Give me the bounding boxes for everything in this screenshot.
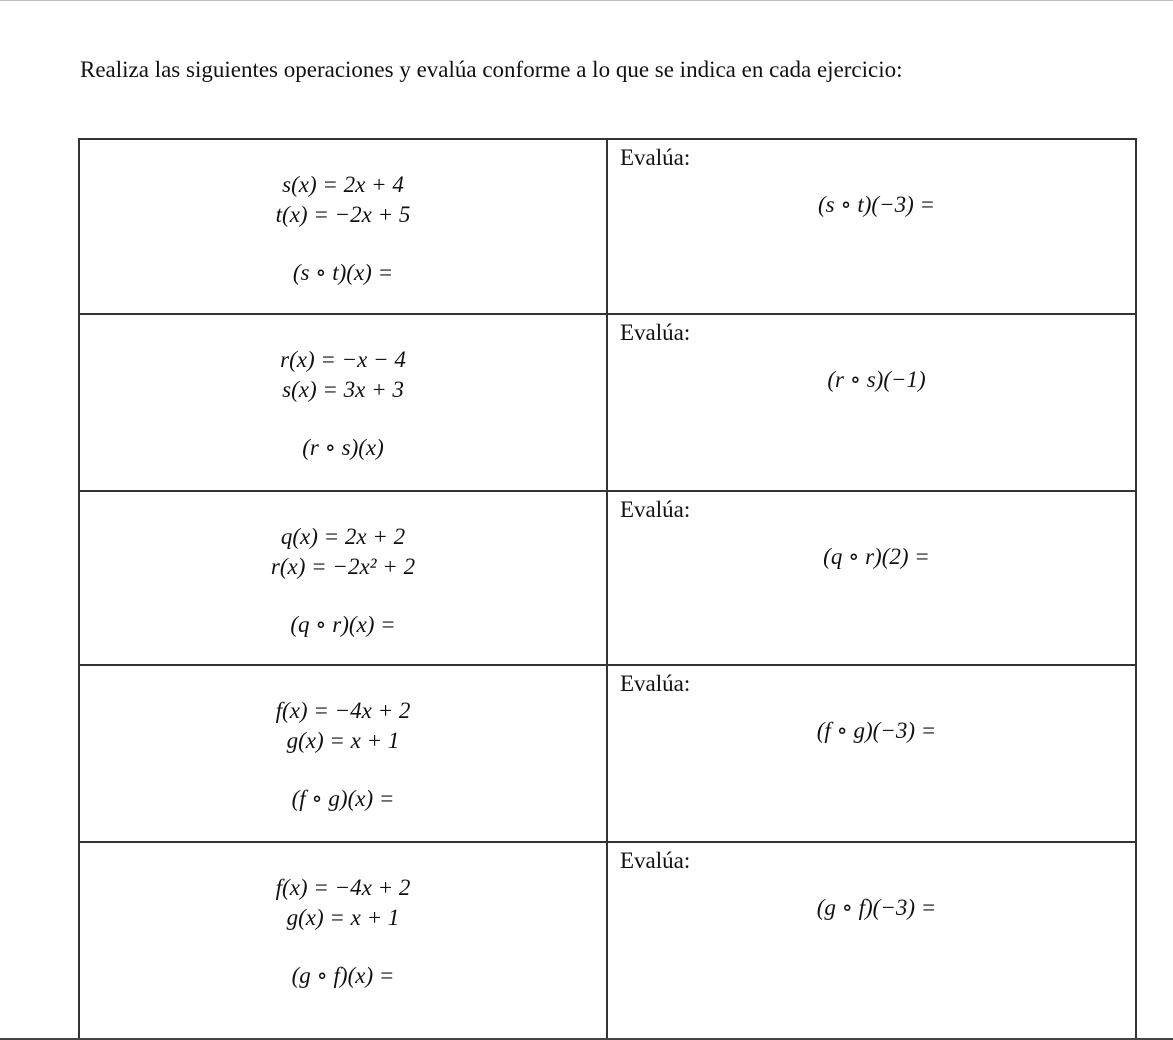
instructions-text: Realiza las siguientes operaciones y evalúa conforme a lo que se indica en cada ejercicio: [80, 57, 903, 82]
evaluate-label: Evalúa: [620, 145, 691, 170]
evaluate-expression: (g ∘ f)(−3) = [816, 895, 937, 920]
evaluate-expression: (s ∘ t)(−3) = [817, 192, 936, 217]
functions-cell [79, 842, 607, 1040]
functions-cell [79, 139, 607, 314]
evaluate-expression: (q ∘ r)(2) = [823, 544, 930, 569]
composition-expression: (f ∘ g)(x) = [291, 786, 395, 811]
evaluate-expression: (r ∘ s)(−1) [827, 367, 926, 392]
evaluate-cell [607, 665, 1136, 842]
functions-cell [79, 491, 607, 665]
composition-expression: (q ∘ r)(x) = [290, 612, 396, 637]
composition-expression: (r ∘ s)(x) [302, 435, 384, 460]
top-divider [0, 0, 1173, 1]
functions-cell [79, 314, 607, 491]
exercise-row [79, 665, 1136, 842]
function-definition: r(x) = −2x² + 2 [270, 554, 416, 579]
exercise-row [79, 139, 1136, 314]
evaluate-label: Evalúa: [620, 320, 691, 345]
evaluate-label: Evalúa: [620, 848, 691, 873]
function-definition: s(x) = 3x + 3 [282, 377, 404, 402]
exercise-row [79, 491, 1136, 665]
evaluate-label: Evalúa: [620, 671, 691, 696]
evaluate-label: Evalúa: [620, 497, 691, 522]
evaluate-cell [607, 314, 1136, 491]
evaluate-cell [607, 842, 1136, 1040]
function-definition: q(x) = 2x + 2 [280, 524, 406, 549]
evaluate-expression: (f ∘ g)(−3) = [816, 718, 937, 743]
exercise-row [79, 314, 1136, 491]
function-definition: t(x) = −2x + 5 [275, 202, 411, 227]
evaluate-cell [607, 491, 1136, 665]
evaluate-cell [607, 139, 1136, 314]
functions-cell [79, 665, 607, 842]
function-definition: g(x) = x + 1 [286, 905, 400, 930]
function-definition: r(x) = −x − 4 [280, 347, 406, 372]
function-definition: g(x) = x + 1 [286, 728, 400, 753]
function-definition: f(x) = −4x + 2 [275, 698, 411, 723]
composition-expression: (g ∘ f)(x) = [291, 963, 395, 988]
exercise-row [79, 842, 1136, 1040]
composition-expression: (s ∘ t)(x) = [292, 260, 394, 285]
function-definition: s(x) = 2x + 4 [282, 172, 404, 197]
function-definition: f(x) = −4x + 2 [275, 875, 411, 900]
exercise-table [78, 138, 1137, 1040]
